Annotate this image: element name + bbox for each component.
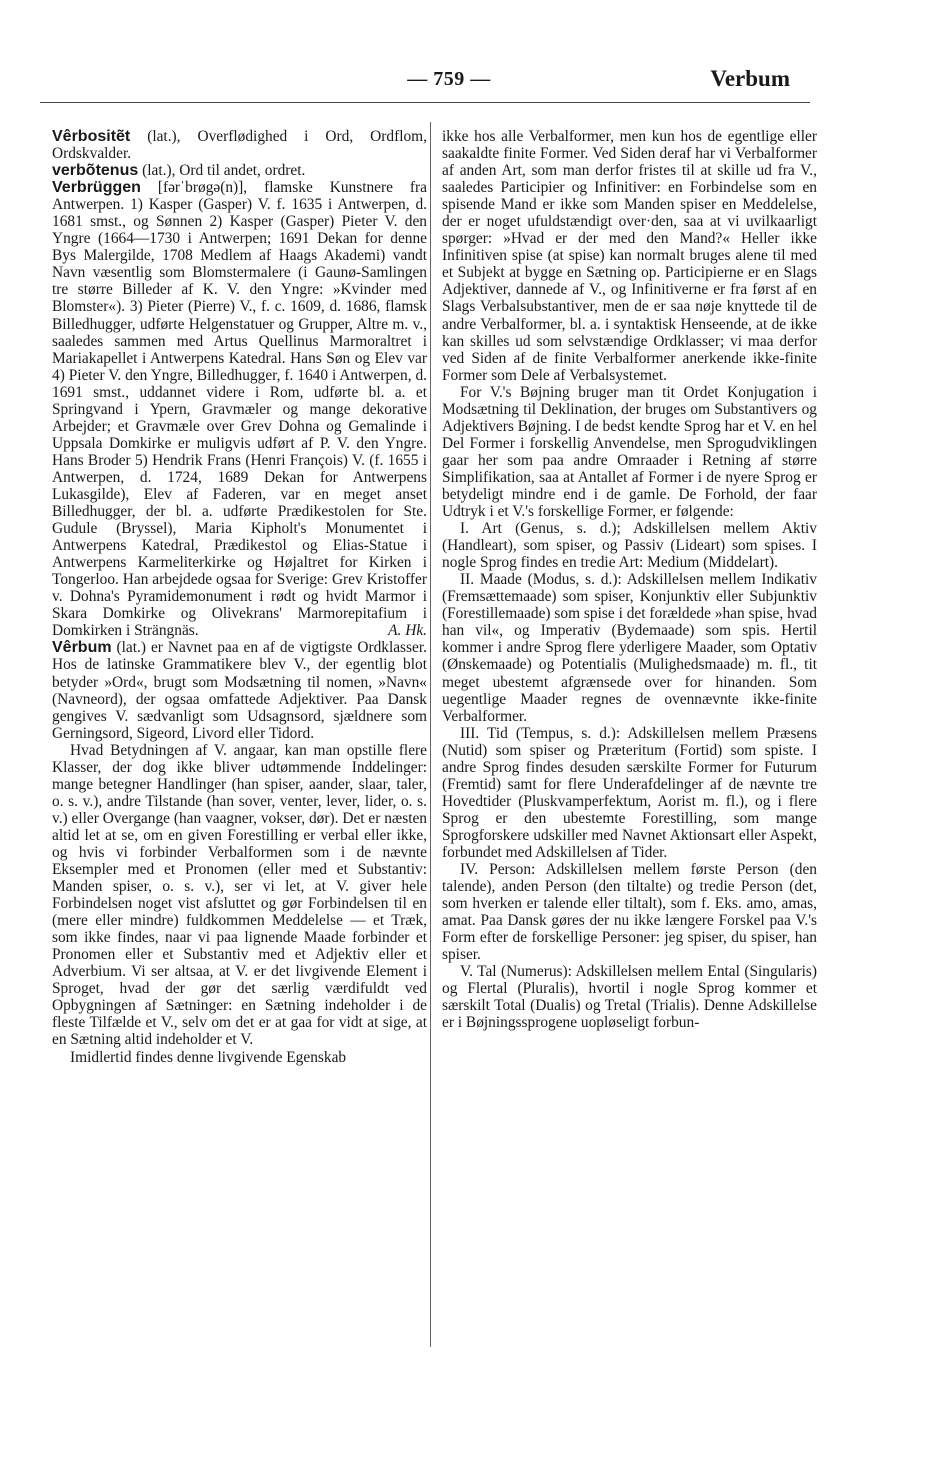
page-header — [40, 64, 790, 104]
paragraph-text: V. Tal (Numerus): Adskillelsen mellem Ental (Singularis) og Flertal (Pluralis), hvortil i nogle Sprog kommer et særskilt Total (Dualis) og Tretal (Trialis). Denne Adskillelse er i Bøjningssprogene uopløseligt forbun- — [442, 963, 817, 1032]
paragraph-text: Imidlertid findes denne livgivende Egenskab — [70, 1048, 347, 1066]
paragraph-text: For V.'s Bøjning bruger man tit Ordet Konjugation i Modsætning til Deklination, der bruges om Substantivers og Adjektivers Bøjning. I de bedst kendte Sprog har et V. en hel Del Former i forskellig Anvendelse, men Sprogudviklingen gaar her som paa andre Omraader i Retning af større Simplifikation, saa at Antallet af Former i de nyere Sprog er betydeligt mindre end i de gamle. De Forhold, der faar Udtryk i et V.'s forskellige Former, er følgende: — [442, 383, 817, 521]
entry-text: (lat.), Ord til andet, ordret. — [138, 162, 306, 180]
paragraph-conjugation — [442, 384, 817, 520]
paragraph-person — [442, 861, 817, 963]
right-column — [442, 128, 817, 1031]
paragraph-text: Hvad Betydningen af V. angaar, kan man opstille flere Klasser, der dog ikke bliver udtømmende Inddelinger: mange betegner Handlinger (han spiser, aander, slaar, taler, o. s. v.), andre Tilstande (han sover, venter, lever, lider, o. s. v.) eller Overgange (han vaagner, vokser, dør). Det er næsten altid let at se, om en given Forestilling er verbal eller ikke, og hvis vi forbinder Verbalformen som i de nævnte Eksempler med et Pronomen (eller med et Substantiv: Manden spiser, o. s. v.), ser vi let, at V. giver hele Forbindelsen noget vist afsluttet og gør Forbindelsen til en (mere eller mindre) fuldkommen Meddelelse — et Træk, som ikke findes, naar vi paa lignende Maade forbinder et Pronomen eller et Substantiv med et Adjektiv eller et Adverbium. Vi ser altsaa, at V. er det livgivende Element i Sproget, hvad der gør det særlig værdifuldt ved Opbygningen af Sætninger: en Sætning indeholder i de fleste Tilfælde et V., selv om det er at gaa for vidt at sige, at en Sætning altid indeholder et V. — [52, 741, 427, 1049]
entry-verbotenus — [52, 162, 427, 179]
paragraph-modus — [442, 571, 817, 724]
running-head: Verbum — [710, 66, 790, 91]
left-column — [52, 128, 427, 1066]
page-number: — 759 — — [407, 68, 491, 90]
entry-verbruggen — [52, 179, 427, 639]
paragraph-tempus — [442, 725, 817, 861]
paragraph-meaning — [52, 742, 427, 1049]
entry-text: [fərˈbrøgə(n)], flamske Kunstnere fra Antwerpen. 1) Kasper (Gasper) V. f. 1635 i Antwerpen, d. 1681 smst., og Sønnen 2) Kasper (Gasper) Pieter V. den Yngre (1664—1730 i Antwerpen; 1691 Dekan for denne Bys Malergilde, 1708 Medlem af Haags Akademi) vandt Navn væsentlig som Blomstermalere (i Gaunø-Samlingen tre større Billeder af K. V. den Yngre: »Kvinder med Blomster«). 3) Pieter (Pierre) V., f. c. 1609, d. 1686, flamsk Billedhugger, udførte Helgenstatuer og Grupper, Altre m. v., saaledes sammen med Artus Quellinus Marmoraltret i Mariakapellet i Antwerpens Katedral. Hans Søn og Elev var 4) Pieter V. den Yngre, Billedhugger, f. 1640 i Antwerpen, d. 1691 smst., uddannet videre i Rom, udførte bl. a. et Springvand i Ypern, Gravmæler og mange dekorative Arbejder; et Gravmæle over Grev Dohna og Gemalinde i Uppsala Domkirke er muligvis udført af P. V. den Yngre. Hans Broder 5) Hendrik Frans (Henri François) V. (f. 1655 i Antwerpen, d. 1724, 1689 Dekan for Antwerpens Lukasgilde), Elev af Faderen, var en meget anset Billedhugger, der bl. a. udførte Prædikestolen for Ste. Gudule (Bryssel), Maria Kipholt's Monumentet i Antwerpens Katedral, Prædikestol og Elias-Statue i Antwerpens Karmeliterkirke og Højaltret for Kirken i Tongerloo. Han arbejdede ogsaa for Sverige: Grev Kristoffer v. Dohna's Pyramidemonument i rødt og hvidt Marmor i Skara Domkirke og Olivekrans' Marmorepitafium i Domkirken i Strängnäs. — [52, 179, 427, 640]
paragraph-text: III. Tid (Tempus, s. d.): Adskillelsen mellem Præsens (Nutid) som spiser og Præteritum (Fortid) som spiste. I andre Sprog findes desuden særskilte Former for Futurum (Fremtid) samt for flere Underafdelinger af de nævnte tre Hovedtider (Pluskvamperfektum, Aorist m. fl.), og i flere Sprog er den ubestemte Forestilling, som mange Sprogforskere udskiller med Navnet Aktionsart eller Aspekt, forbundet med Adskillelsen af Tider. — [442, 724, 817, 861]
paragraph-continuation — [52, 1049, 427, 1066]
entry-verbositet — [52, 128, 427, 162]
paragraph-genus — [442, 520, 817, 571]
column-divider — [430, 122, 431, 1347]
paragraph-text: I. Art (Genus, s. d.); Adskillelsen mellem Aktiv (Handleart), som spiser, og Passiv (Lideart) som spises. I nogle Sprog findes en tredie Art: Medium (Middelart). — [442, 520, 817, 572]
entry-text: (lat.) er Navnet paa en af de vigtigste Ordklasser. Hos de latinske Grammatikere blev V., der egentlig blot betyder »Ord«, brugt som Modsætning til nomen, »Navn« (Navneord), der ogsaa omfattede Adjektiver. Paa Dansk gengives V. sædvanligt som Udsagnsord, sjældnere som Gerningsord, Sigeord, Livord eller Tidord. — [52, 639, 427, 742]
entry-headword: Vêrbum — [52, 639, 112, 657]
paragraph-finite-forms — [442, 128, 817, 384]
entry-verbum — [52, 639, 427, 741]
entry-headword: Vêrbositẽt — [52, 128, 131, 145]
author-signature: A. Hk. — [388, 622, 427, 640]
entry-headword: Verbrüggen — [52, 179, 141, 197]
entry-headword: verbõtenus — [52, 162, 139, 180]
paragraph-numerus — [442, 963, 817, 1031]
paragraph-text: IV. Person: Adskillelsen mellem første Person (den talende), anden Person (den tiltalte) og tredie Person (det, som hverken er talende eller tiltalt), som f. Eks. amo, amas, amat. Paa Dansk gøres der nu ikke længere Forskel paa V.'s Form efter de forskellige Personer: jeg spiser, du spiser, han spiser. — [442, 861, 817, 964]
paragraph-text: II. Maade (Modus, s. d.): Adskillelsen mellem Indikativ (Fremsættemaade) som spiser, Konjunktiv eller Subjunktiv (Forestillemaade) som spise i det forældede »han spise, hvad han vil«, og Imperativ (Bydemaade) som spis. Hertil kommer i andre Sprog flere yderligere Maader, som Optativ (Ønskemaade) og Potentialis (Mulighedsmaade) m. fl., tit meget ubestemt afgrænsede over for hinanden. Som uegentlige Maader regnes de ovennævnte ikke-finite Verbalformer. — [442, 571, 817, 725]
entry-text: (lat.), Overflødighed i Ord, Ordflom, Ordskvalder. — [52, 128, 427, 163]
header-rule — [40, 102, 810, 103]
paragraph-text: ikke hos alle Verbalformer, men kun hos de egentlige eller saakaldte finite Former. Ved Siden deraf har vi Verbalformer af anden Art, som man derfor fristes til at skille ud fra V., saaledes Participier og Infinitiver: en Forbindelse som en spisende Mand er ikke som Manden spiser en Meddelelse, der er noget ufuldstændigt over·den, saa at vi uvilkaarligt spørger: »Hvad er der med den Mand?« Heller ikke Infinitiven spise (at spise) kan normalt bruges alene til med et Subjekt at bygge en Sætning op. Participierne er en Slags Adjektiver, dannede af V., og Infinitiverne er fra først af en Slags Verbalsubstantiver, men de er saa nøje knyttede til de andre Verbalformer, bl. a. i syntaktisk Henseende, at de ikke kan skilles ud som selvstændige Ordklasser; vi maa derfor ved Siden af de finite Verbalformer anerkende ikke-finite Former som Dele af Verbalsystemet. — [442, 128, 817, 384]
